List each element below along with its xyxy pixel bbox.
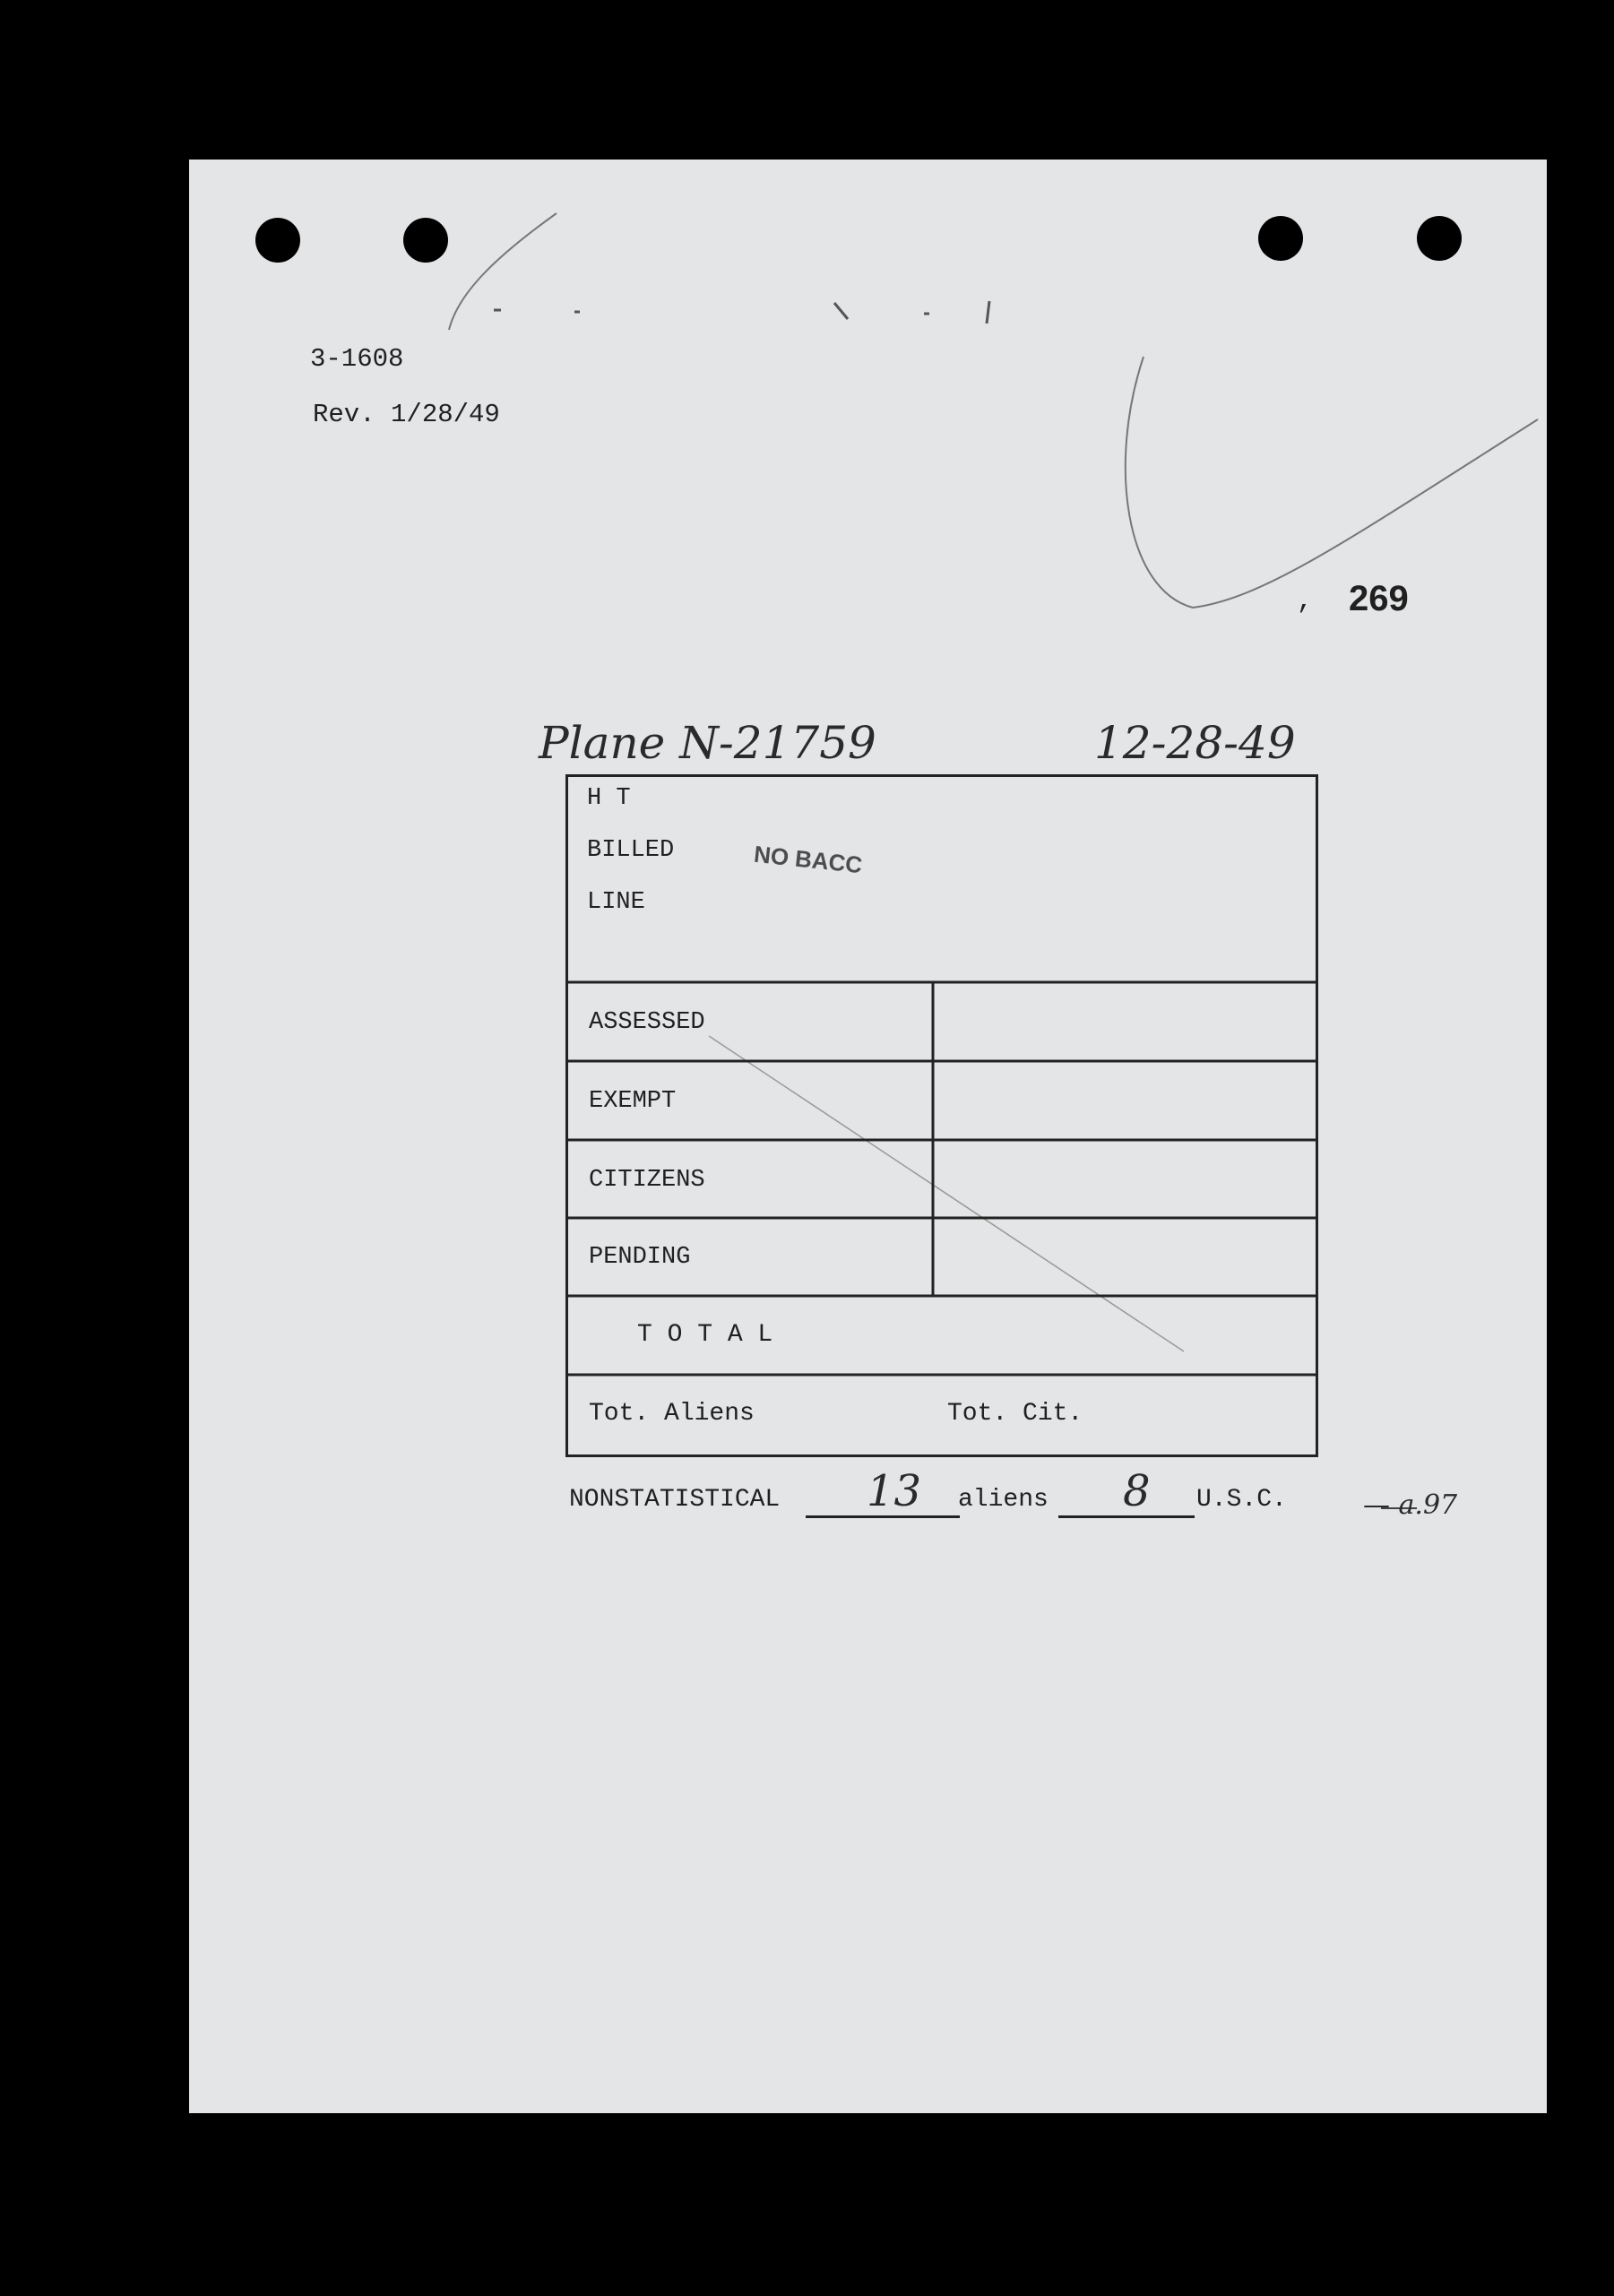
handwritten-date: 12-28-49 <box>1094 717 1296 769</box>
total-label: T O T A L <box>637 1321 773 1349</box>
handwritten-plane: Plane N-21759 <box>539 717 876 769</box>
tot-cit-label: Tot. Cit. <box>947 1400 1083 1428</box>
tot-aliens-label: Tot. Aliens <box>589 1400 755 1428</box>
handwritten-margin-note: — a.97 <box>1363 1489 1458 1521</box>
handwritten-aliens-count: 13 <box>867 1466 922 1516</box>
page-number-mark: , <box>1297 586 1314 617</box>
form-grid <box>565 774 1318 1457</box>
form-table <box>565 774 1318 1457</box>
aliens-label: aliens <box>958 1486 1049 1514</box>
form-header-ht: H T <box>587 785 631 812</box>
form-number: 3-1608 <box>310 344 404 374</box>
form-revision: Rev. 1/28/49 <box>313 400 500 429</box>
handwritten-usc-count: 8 <box>1123 1466 1151 1516</box>
document-page <box>189 160 1547 2113</box>
row-label-citizens: CITIZENS <box>589 1167 705 1194</box>
row-label-exempt: EXEMPT <box>589 1088 677 1115</box>
nonstatistical-label: NONSTATISTICAL <box>569 1486 781 1514</box>
stamp-no-bacc: NO BACC <box>752 840 864 879</box>
row-label-pending: PENDING <box>589 1244 691 1271</box>
usc-label: U.S.C. <box>1196 1486 1287 1514</box>
row-label-assessed: ASSESSED <box>589 1009 705 1036</box>
form-header-billed: BILLED <box>587 837 675 864</box>
form-header-line: LINE <box>587 889 645 916</box>
page-number: 269 <box>1349 579 1409 618</box>
